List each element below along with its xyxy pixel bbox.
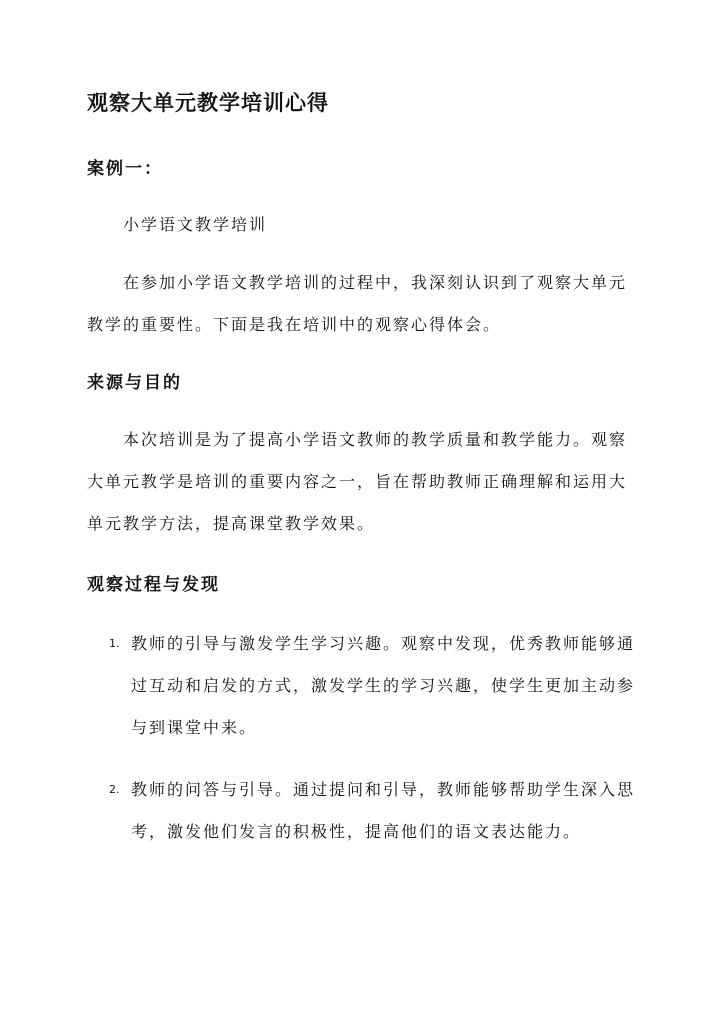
list-item <box>87 623 635 749</box>
document-title: 观察大单元教学培训心得 <box>87 91 329 115</box>
intro-paragraph: 在参加小学语文教学培训的过程中，我深刻认识到了观察大单元教学的重要性。下面是我在培训中的观察心得体会。 <box>87 273 628 334</box>
list-item-text: 教师的引导与激发学生学习兴趣。观察中发现，优秀教师能够通过互动和启发的方式，激发学生的学习兴趣，使学生更加主动参与到课堂中来。 <box>131 634 636 737</box>
list-item-text: 教师的问答与引导。通过提问和引导，教师能够帮助学生深入思考，激发他们发言的积极性，提高他们的语文表达能力。 <box>131 780 636 841</box>
source-paragraph: 本次培训是为了提高小学语文教师的教学质量和教学能力。观察大单元教学是培训的重要内容之一，旨在帮助教师正确理解和运用大单元教学方法，提高课堂教学效果。 <box>87 430 628 533</box>
list-item-number: 2. <box>109 783 120 796</box>
process-heading: 观察过程与发现 <box>87 575 220 595</box>
findings-list <box>87 623 635 853</box>
case-subtitle: 小学语文教学培训 <box>123 215 268 234</box>
source-heading: 来源与目的 <box>87 373 182 393</box>
list-item-number: 1. <box>109 637 120 650</box>
list-item <box>87 769 635 853</box>
case-heading: 案例一： <box>87 159 163 179</box>
